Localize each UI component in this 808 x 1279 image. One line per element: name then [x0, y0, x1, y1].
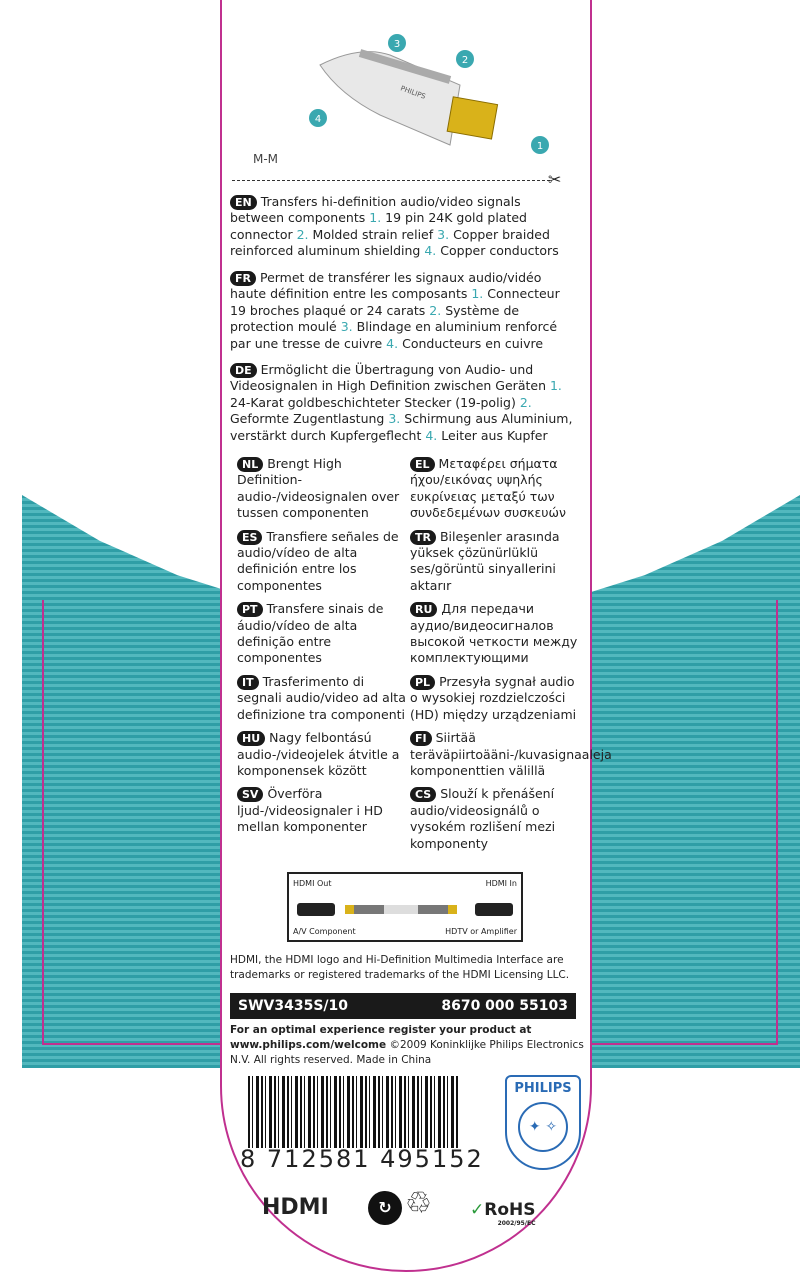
philips-logo: PHILIPS ✦ ✧ [505, 1075, 581, 1170]
cable-type-label: M-M [253, 152, 279, 166]
connection-diagram: HDMI Out HDMI In A/V Component HDTV or Amplifier [287, 872, 523, 942]
section-sv: SV Överföra ljud-/videosignaler i HD mellan komponenter [237, 786, 383, 835]
cut-line [232, 180, 550, 181]
rohs-logo: ✓RoHS 2002/95/EC [470, 1200, 536, 1227]
svg-text:2: 2 [461, 55, 469, 66]
svg-text:1: 1 [536, 141, 544, 152]
trademark-notice: HDMI, the HDMI logo and Hi-Definition Multimedia Interface are trademarks or registered trademarks of the HDMI Licensing LLC. [230, 954, 570, 981]
section-fr: FR Permet de transférer les signaux audio/vidéo haute définition entre les composants 1. Connecteur 19 broches plaqué or 24 carats 2. Système de protection moulé 3. Blindage en aluminium renforcé par une tresse de cuivre 4. Conducteurs en cuivre [230, 270, 560, 351]
language-column-right [410, 456, 612, 859]
scissors-icon: ✂ [548, 170, 562, 189]
section-fi: FI Siirtää teräväpiirtoääni-/kuvasignaaleja komponenttien välillä [410, 730, 612, 778]
hdmi-port-icon [475, 903, 513, 916]
barcode [248, 1076, 458, 1148]
svg-text:4: 4 [314, 114, 322, 125]
section-en: EN Transfers hi-definition audio/video signals between components 1. 19 pin 24K gold plated connector 2. Molded strain relief 3. Copper braided reinforced aluminum shielding 4. Copper conductors [230, 194, 559, 259]
model-bar [230, 993, 576, 1019]
cable-icon [345, 905, 457, 914]
section-hu: HU Nagy felbontású audio-/videojelek átvitle a komponensek között [237, 730, 400, 778]
barcode-number: 8 712581 495152 [240, 1145, 484, 1173]
green-dot-icon: ↻ [368, 1191, 402, 1225]
section-it: IT Trasferimento di segnali audio/video ad alta definizione tra componenti [237, 673, 406, 722]
hdmi-cable-image [300, 25, 560, 165]
section-nl: NL Brengt High Definition-audio-/videosignalen over tussen componenten [237, 456, 400, 521]
hdmi-port-icon [297, 903, 335, 916]
section-cs: CS Slouží k přenášení audio/videosignálů o vysokém rozlišení mezi komponenty [410, 786, 556, 851]
registration-notice: For an optimal experience register your product at www.philips.com/welcome ©2009 Koninklijke Philips Electronics N.V. All rights reserved. Made in China [230, 1024, 584, 1066]
section-de: DE Ermöglicht die Übertragung von Audio- und Videosignalen in High Definition zwischen Geräten 1. 24-Karat goldbeschichteter Stecker (19-polig) 2. Geformte Zugentlastung 3. Schirmung aus Aluminium, verstärkt durch Kupfergeflecht 4. Leiter aus Kupfer [230, 362, 573, 443]
recycle-icon: ♲ [405, 1186, 432, 1221]
model-number: SWV3435S/10 [238, 998, 349, 1014]
section-ru: RU Для передачи аудио/видеосигналов высокой четкости между комплектующими [410, 601, 578, 666]
hdmi-logo: HDMI [262, 1195, 329, 1220]
product-code: 8670 000 55103 [441, 998, 568, 1014]
section-tr: TR Bileşenler arasında yüksek çözünürlüklü ses/görüntü sinyallerini aktarır [410, 528, 560, 593]
section-pl: PL Przesyła sygnał audio o wysokiej rozdzielczości (HD) między urządzeniami [410, 673, 577, 722]
svg-text:PHILIPS: PHILIPS [399, 84, 427, 101]
section-el: EL Μεταφέρει σήματα ήχου/εικόνας υψηλής ευκρίνειας μεταξύ των συνδεδεμένων συσκευών [410, 456, 566, 521]
section-pt: PT Transfere sinais de áudio/vídeo de alta definição entre componentes [237, 601, 384, 666]
section-es: ES Transfiere señales de audio/vídeo de alta definición entre los componentes [237, 528, 399, 593]
svg-text:3: 3 [393, 39, 401, 50]
language-column-left [237, 456, 407, 843]
